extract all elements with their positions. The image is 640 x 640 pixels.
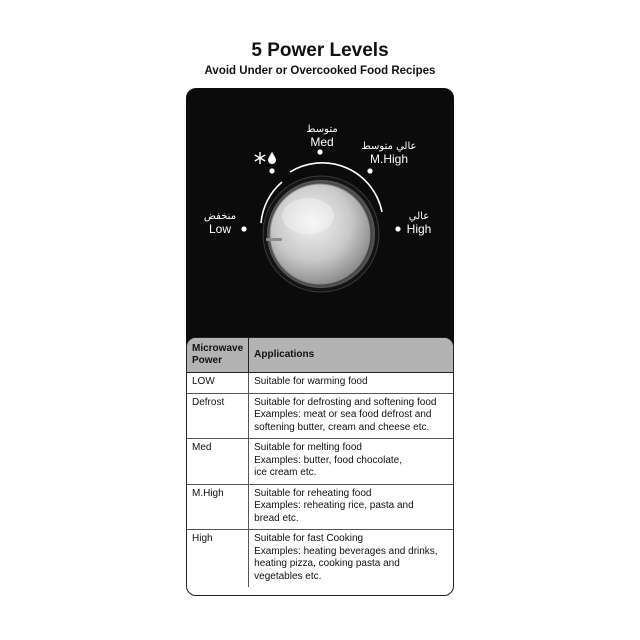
page-title: 5 Power Levels — [251, 40, 389, 61]
row-applications-mhigh: Suitable for reheating food Examples: reheating rice, pasta and bread etc. — [249, 484, 453, 530]
dial-panel — [186, 88, 454, 346]
knob-logo-mark — [266, 238, 282, 241]
row-applications-high: Suitable for fast Cooking Examples: heating beverages and drinks, heating pizza, cooking pasta and vegetables etc. — [254, 533, 438, 582]
table-row — [187, 373, 453, 394]
table-header-row — [187, 338, 453, 373]
row-power-high: High — [187, 530, 249, 588]
snowflake-drop-icon — [255, 152, 265, 164]
row-applications-defrost: Suitable for defrosting and softening food Examples: meat or sea food defrost and softening butter, cream and cheese etc. — [249, 393, 453, 439]
row-power-defrost: Defrost — [187, 393, 249, 439]
table-row — [187, 439, 453, 485]
level-label-mhigh: عالي متوسط M.High — [361, 141, 417, 166]
level-dot-med — [317, 149, 322, 154]
row-applications-med: Suitable for melting food Examples: butter, food chocolate, ice cream etc. — [249, 439, 453, 485]
level-label-high: عالي High — [406, 211, 432, 236]
table-row — [187, 484, 453, 530]
row-applications-low: Suitable for warming food — [249, 373, 453, 394]
table-row — [187, 530, 453, 588]
row-power-low: LOW — [187, 373, 249, 394]
page-subtitle: Avoid Under or Overcooked Food Recipes — [204, 65, 436, 77]
level-label-med: متوسط Med — [306, 124, 338, 149]
table-row — [187, 393, 453, 439]
power-table — [186, 337, 454, 596]
header-power: Microwave Power — [187, 338, 249, 373]
level-dot-defrost — [269, 168, 274, 173]
header-applications: Applications — [249, 338, 453, 373]
drop-icon — [268, 152, 276, 164]
power-knob[interactable] — [270, 184, 370, 284]
level-dot-mhigh — [367, 168, 372, 173]
row-power-med: Med — [187, 439, 249, 485]
level-label-low: منخفض Low — [203, 211, 237, 236]
row-power-mhigh: M.High — [187, 484, 249, 530]
